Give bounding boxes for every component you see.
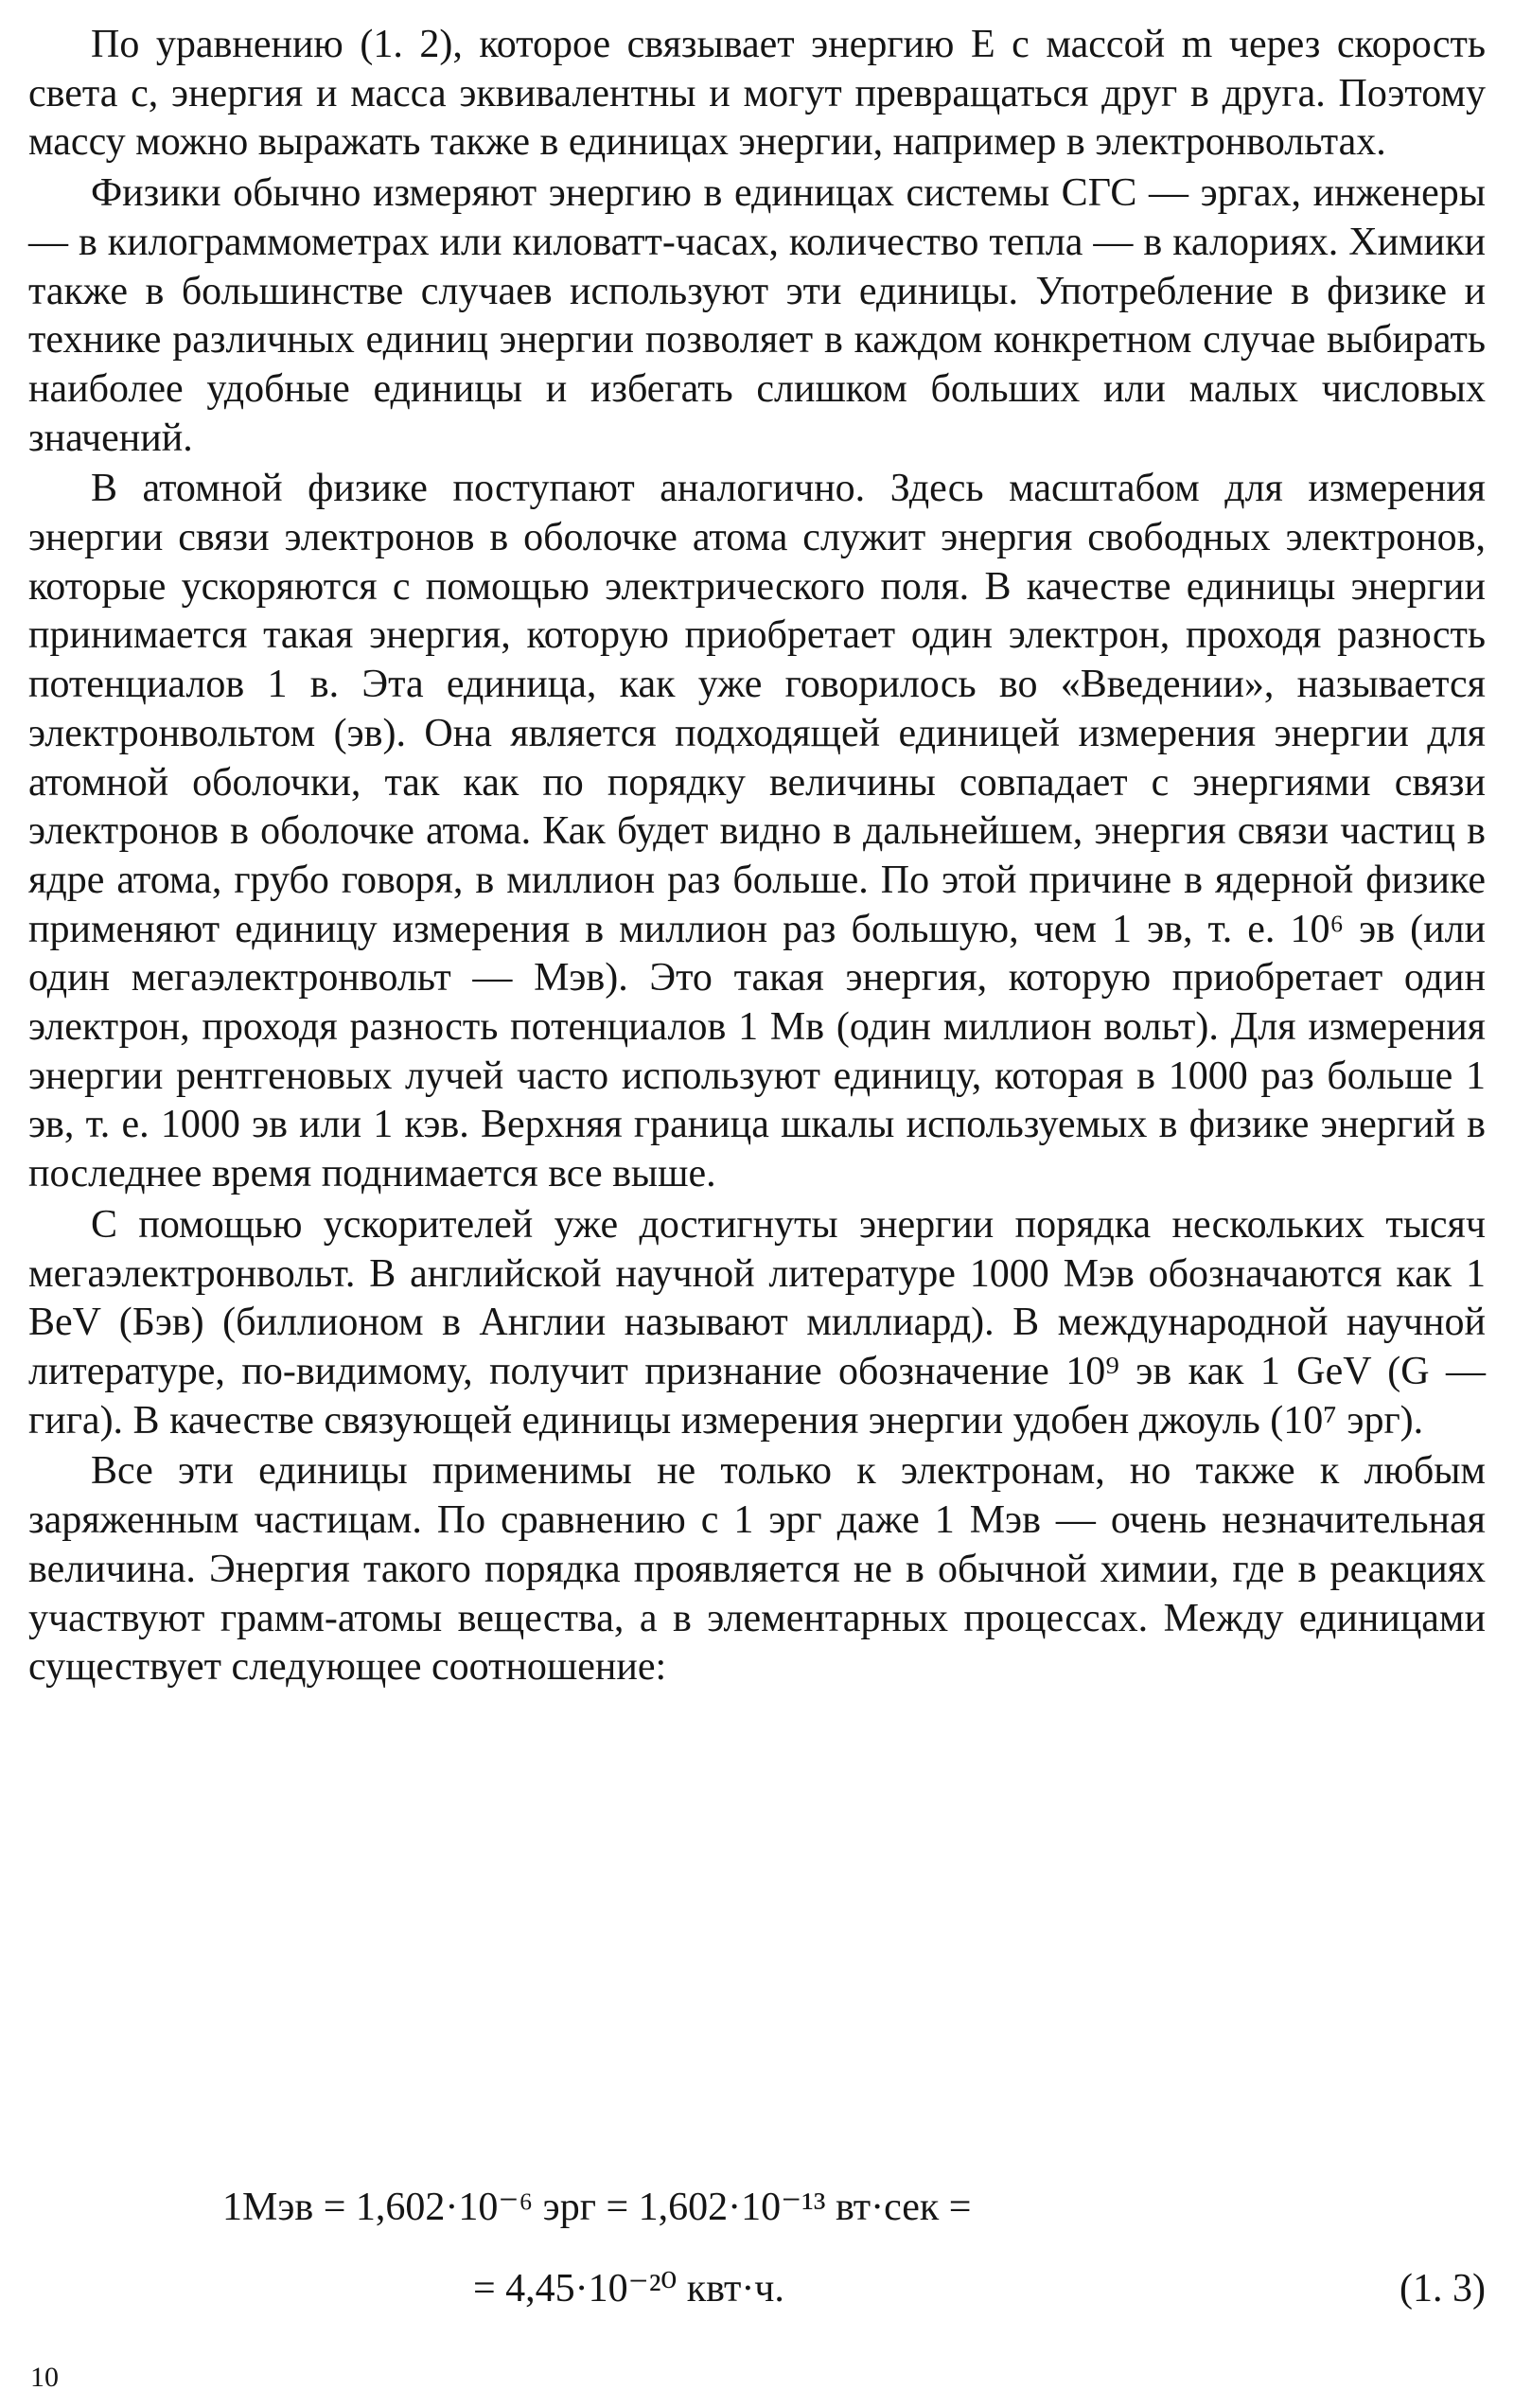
paragraph-2: Физики обычно измеряют энергию в единицах системы СГС — эргах, инженеры — в килограммометрах или киловатт-часах, количество тепла — в калориях. Химики также в большинстве случаев используют эти единицы. Употребление в физике и технике различных единиц энергии позволяет в каждом конкретном случае выбирать наиболее удобные единицы и избегать слишком больших или малых числовых значений. (28, 171, 1486, 460)
page-number: 10 (30, 2362, 59, 2393)
paragraph-1: По уравнению (1. 2), которое связывает энергию E с массой m через скорость света c, энергия и масса эквивалентны и могут превращаться друг в друга. Поэтому массу можно выражать также в единицах энергии, например в электронвольтах. (28, 23, 1486, 165)
equation-number: (1. 3) (1400, 2267, 1486, 2311)
page-body (28, 21, 1486, 1694)
paragraph-5: Все эти единицы применимы не только к электронам, но также к любым заряженным частицам. По сравнению с 1 эрг даже 1 Мэв — очень незначительная величина. Энергия такого порядка проявляется не в обычной химии, где в реакциях участвуют грамм-атомы вещества, а в элементарных процессах. Между единицами существует следующее соотношение: (28, 1449, 1486, 1690)
formula-line-2: = 4,45·10⁻²⁰ квт·ч. (473, 2267, 784, 2311)
paragraph-3: В атомной физике поступают аналогично. Здесь масштабом для измерения энергии связи электронов в оболочке атома служит энергия свободных электронов, которые ускоряются с помощью электрического поля. В качестве единицы энергии принимается такая энергия, которую приобретает один электрон, проходя разность потенциалов 1 в. Эта единица, как уже говорилось во «Введении», называется электронвольтом (эв). Она является подходящей единицей измерения энергии для атомной оболочки, так как по порядку величины совпадает с энергиями связи электронов в оболочке атома. Как будет видно в дальнейшем, энергия связи частиц в ядре атома, грубо говоря, в миллион раз больше. По этой причине в ядерной физике применяют единицу измерения в миллион раз большую, чем 1 эв, т. е. 10⁶ эв (или один мегаэлектронвольт — Мэв). Это такая энергия, которую приобретает один электрон, проходя разность потенциалов 1 Мв (один миллион вольт). Для измерения энергии рентгеновых лучей часто используют единицу, которая в 1000 раз больше 1 эв, т. е. 1000 эв или 1 кэв. Верхняя граница шкалы используемых в физике энергий в последнее время поднимается все выше. (28, 467, 1486, 1196)
formula-line-1: 1Мэв = 1,602·10⁻⁶ эрг = 1,602·10⁻¹³ вт·сек = (222, 2186, 972, 2229)
paragraph-4: С помощью ускорителей уже достигнуты энергии порядка нескольких тысяч мегаэлектронвольт. В английской научной литературе 1000 Мэв обозначаются как 1 BeV (Бэв) (биллионом в Англии называют миллиард). В международной научной литературе, по-видимому, получит признание обозначение 10⁹ эв как 1 GeV (G — гига). В качестве связующей единицы измерения энергии удобен джоуль (10⁷ эрг). (28, 1202, 1486, 1443)
